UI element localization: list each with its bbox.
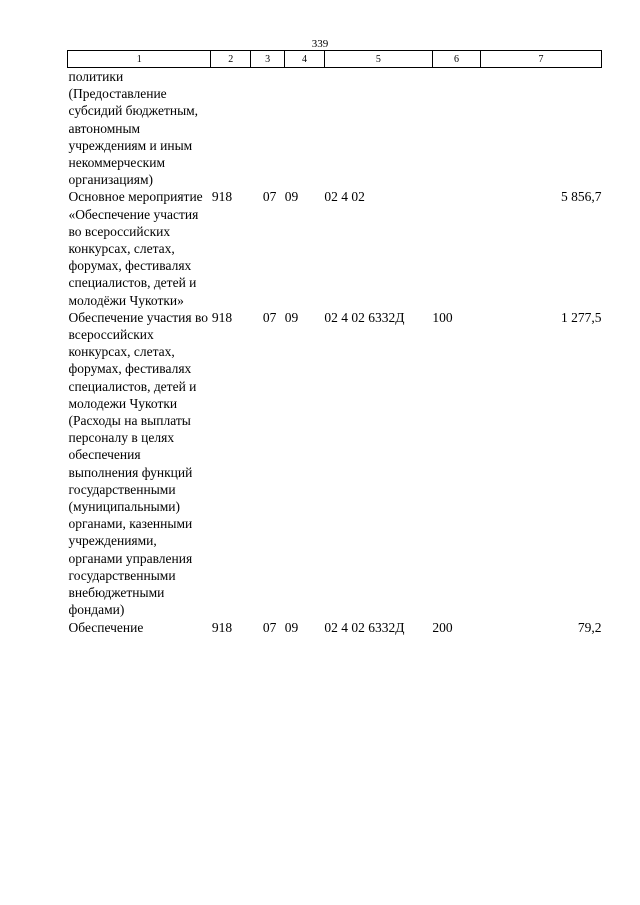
row-section: 07: [262, 619, 277, 635]
table-header: [68, 51, 602, 68]
row-name: Обеспечение: [68, 619, 144, 635]
row-section: 07: [262, 309, 277, 325]
header-col-6: 6: [432, 51, 480, 68]
table-row: [68, 68, 602, 189]
header-col-2: 2: [211, 51, 251, 68]
row-code: 02 4 02: [324, 189, 365, 205]
row-admin: [211, 68, 251, 189]
header-col-4: 4: [285, 51, 325, 68]
row-subsection: 09: [284, 619, 299, 635]
table-row: [68, 188, 602, 308]
row-subsection: 09: [284, 309, 299, 325]
header-col-1: 1: [68, 51, 211, 68]
row-kind: 100: [432, 309, 453, 325]
table-row: [68, 309, 602, 619]
row-code: 02 4 02 6332Д: [324, 619, 405, 635]
row-name: Основное мероприятие «Обеспечение участия во всероссийских конкурсах, слетах, форумах, фестивалях специалистов, детей и молодёжи Чукотки»: [68, 189, 203, 308]
row-name: Обеспечение участия во всероссийских конкурсах, слетах, форумах, фестивалях специалистов, детей и молодежи Чукотки (Расходы на выплаты персоналу в целях обеспечения выполнения функций государственными (муниципальными) органами, казенными учреждениями, органами управления государственными внебюджетными фондами): [68, 309, 209, 618]
row-code: 02 4 02 6332Д: [324, 309, 405, 325]
row-admin: 918: [211, 189, 233, 205]
row-amount: 5 856,7: [561, 189, 602, 205]
row-subsection: 09: [284, 189, 299, 205]
row-admin: 918: [211, 619, 233, 635]
row-name-cell: [68, 309, 211, 619]
header-col-7: 7: [481, 51, 602, 68]
row-name-cell: [68, 619, 211, 636]
row-amount: 1 277,5: [561, 309, 602, 325]
row-section: [250, 68, 284, 189]
row-kind: [432, 68, 480, 189]
row-code: [324, 68, 432, 189]
row-name-cell: [68, 188, 211, 308]
row-name: политики (Предоставление субсидий бюджетным, автономным учреждениям и иным некоммерческим организациям): [68, 69, 199, 188]
row-kind: 200: [432, 619, 453, 635]
row-admin: 918: [211, 309, 233, 325]
row-name-cell: [68, 68, 211, 189]
header-row: [68, 51, 602, 68]
header-col-5: 5: [324, 51, 432, 68]
header-col-3: 3: [250, 51, 284, 68]
table-body: [68, 68, 602, 636]
row-section: 07: [262, 189, 277, 205]
table-row: [68, 619, 602, 636]
budget-table: [67, 50, 602, 636]
page-number: 339: [311, 38, 329, 50]
row-amount: [481, 68, 602, 189]
row-kind: [432, 188, 480, 308]
row-amount: 79,2: [577, 619, 602, 635]
row-subsection: [285, 68, 325, 189]
